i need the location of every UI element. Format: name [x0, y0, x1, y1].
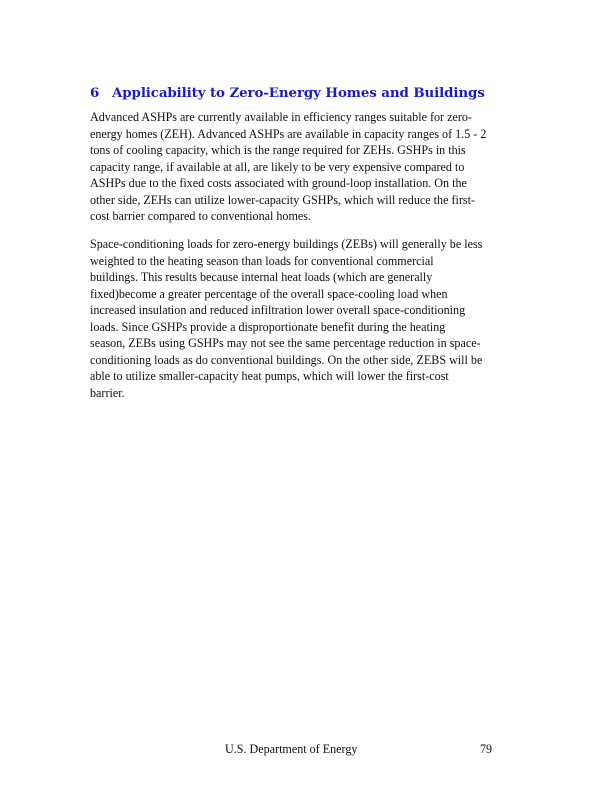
text-line: tons of cooling capacity, which is the range required for ZEHs. GSHPs in this — [90, 143, 466, 157]
text-line: season, ZEBs using GSHPs may not see the same percentage reduction in space- — [90, 336, 481, 350]
text-line: other side, ZEHs can utilize lower-capacity GSHPs, which will reduce the first- — [90, 192, 475, 207]
text-line: capacity range, if available at all, are likely to be very expensive compared to — [90, 159, 465, 174]
text-line: able to utilize smaller-capacity heat pumps, which will lower the first-cost — [90, 369, 449, 383]
text-line: fixed)become a greater percentage of the overall space-cooling load when — [90, 286, 448, 301]
text-line: cost barrier compared to conventional homes. — [90, 209, 311, 223]
text-line: loads. Since GSHPs provide a disproportionate benefit during the heating — [90, 319, 446, 334]
text-line: energy homes (ZEH). Advanced ASHPs are available in capacity ranges of 1.5 - 2 — [90, 126, 487, 141]
text-line: Space-conditioning loads for zero-energy buildings (ZEBs) will generally be less — [90, 237, 483, 251]
paragraph-zero-energy-buildings — [90, 236, 530, 401]
section-heading — [90, 85, 485, 101]
text-line: conditioning loads as do conventional buildings. On the other side, ZEBS will be — [90, 352, 483, 367]
page-number: 79 — [480, 742, 493, 756]
section-title: Applicability to Zero-Energy Homes and Buildings — [112, 85, 485, 101]
paragraph-zero-energy-homes — [90, 109, 530, 225]
text-line: barrier. — [90, 385, 125, 400]
text-line: buildings. This results because internal heat loads (which are generally — [90, 270, 433, 284]
footer-organization: U.S. Department of Energy — [225, 742, 358, 756]
text-line: Advanced ASHPs are currently available in efficiency ranges suitable for zero- — [90, 110, 472, 124]
text-line: ASHPs due to the fixed costs associated with ground-loop installation. On the — [90, 176, 467, 190]
section-number: 6 — [90, 85, 100, 101]
text-line: weighted to the heating season than loads for conventional commercial — [90, 253, 434, 268]
text-line: increased insulation and reduced infiltration lower overall space-conditioning — [90, 303, 466, 317]
